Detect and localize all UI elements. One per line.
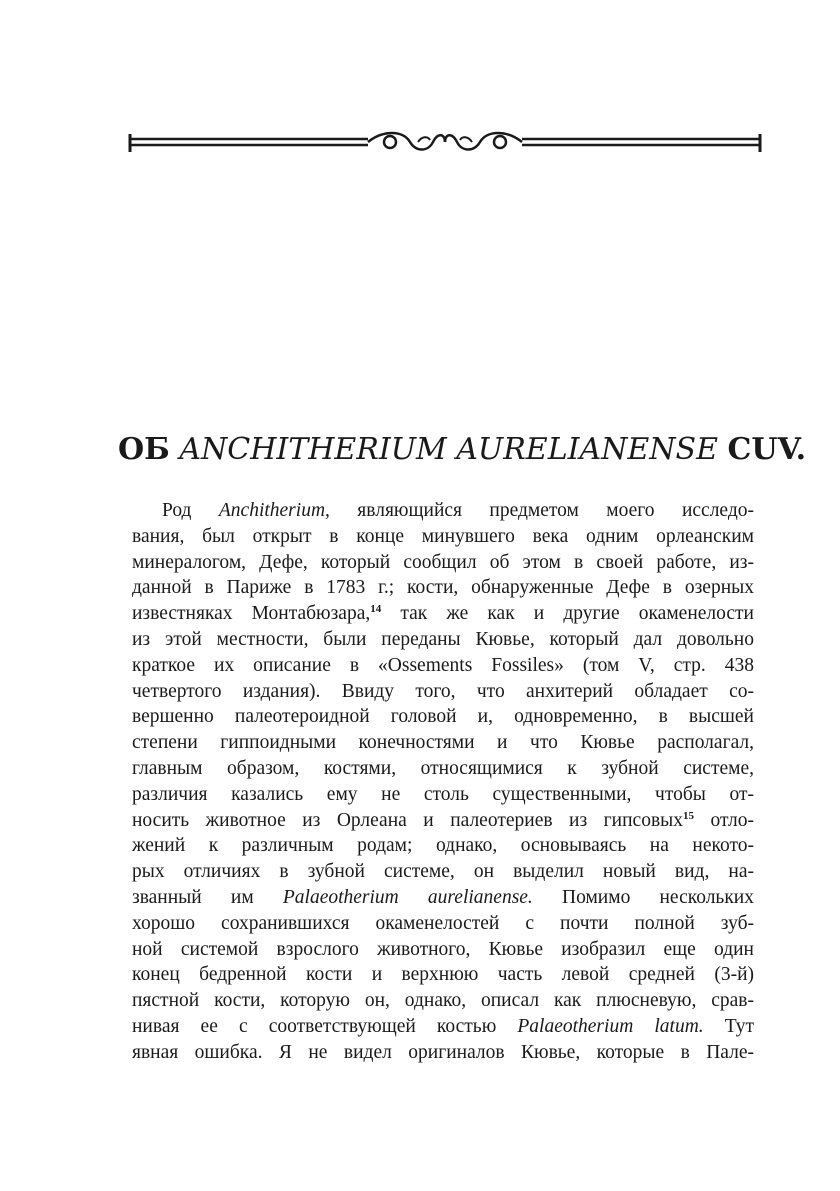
text-run: вания, был открыт в конце минувшего века одним орлеанским bbox=[132, 525, 754, 547]
text-line bbox=[132, 859, 754, 885]
text-line bbox=[132, 885, 754, 911]
text-run: известняках Монтабюзара, bbox=[132, 603, 371, 625]
text-line bbox=[132, 575, 754, 601]
text-run: так же как и другие окаменелости bbox=[381, 603, 754, 625]
text-run: носить животное из Орлеана и палеотериев из гипсовых bbox=[132, 809, 683, 831]
text-run: главным образом, костями, относящимися к зубной системе, bbox=[132, 757, 754, 779]
text-run: данной в Париже в 1783 г.; кости, обнаруженные Дефе в озерных bbox=[132, 577, 754, 599]
text-run: отло- bbox=[694, 809, 754, 831]
text-line bbox=[132, 911, 754, 937]
text-run: краткое их описание в «Ossements Fossiles» (том V, стр. 438 bbox=[132, 654, 754, 676]
text-run: жений к различным родам; однако, основываясь на некото- bbox=[132, 835, 754, 857]
text-line bbox=[132, 988, 754, 1014]
text-line bbox=[132, 679, 754, 705]
text-run: хорошо сохранившихся окаменелостей с почти полной зуб- bbox=[132, 912, 754, 934]
text-run: рых отличиях в зубной системе, он выделил новый вид, на- bbox=[132, 861, 754, 883]
text-run: ной системой взрослого животного, Кювье изобразил еще один bbox=[132, 938, 754, 960]
italic-term: Anchitherium, bbox=[218, 500, 330, 521]
text-run: Тут bbox=[703, 1015, 754, 1037]
text-run: минералогом, Дефе, который сообщил об этом в своей работе, из- bbox=[132, 551, 754, 573]
text-run: вершенно палеотероидной головой и, одновременно, в высшей bbox=[132, 706, 754, 728]
text-line bbox=[132, 756, 754, 782]
article-title bbox=[118, 432, 807, 467]
italic-term: Palaeotherium aurelianense. bbox=[282, 886, 533, 908]
text-run: пястной кости, которую он, однако, описал как плюсневую, срав- bbox=[132, 990, 754, 1012]
text-run: нивая ее с соответствующей костью bbox=[132, 1015, 518, 1037]
italic-term: Palaeotherium latum. bbox=[517, 1015, 704, 1037]
text-line bbox=[132, 808, 754, 834]
text-line bbox=[132, 937, 754, 963]
text-run: конец бедренной кости и верхнюю часть левой средней (3-й) bbox=[132, 964, 754, 986]
text-line bbox=[132, 627, 754, 653]
footnote-ref: 15 bbox=[683, 809, 694, 822]
text-line bbox=[132, 782, 754, 808]
text-line bbox=[132, 730, 754, 756]
title-prefix: ОБ bbox=[118, 432, 170, 467]
text-line bbox=[132, 498, 754, 524]
text-run: четвертого издания). Ввиду того, что анхитерий обладает со- bbox=[132, 680, 754, 702]
text-line bbox=[132, 550, 754, 576]
text-line bbox=[132, 833, 754, 859]
text-line bbox=[132, 653, 754, 679]
title-author: CUV. bbox=[727, 432, 807, 467]
text-run: степени гиппоидными конечностями и что Кювье располагал, bbox=[132, 732, 754, 754]
body-paragraph bbox=[132, 498, 754, 1066]
text-run: явная ошибка. Я не видел оригиналов Кювье, которые в Пале- bbox=[132, 1041, 754, 1063]
text-line bbox=[132, 704, 754, 730]
text-run: званный им bbox=[132, 886, 283, 908]
decorative-header-ornament bbox=[128, 126, 762, 160]
text-run: из этой местности, были переданы Кювье, который дал довольно bbox=[132, 628, 754, 650]
footnote-ref: 14 bbox=[370, 603, 382, 616]
text-line bbox=[132, 524, 754, 550]
title-species: ANCHITHERIUM AURELIANENSE bbox=[179, 432, 718, 467]
text-run: Помимо нескольких bbox=[532, 886, 754, 908]
text-line bbox=[132, 1014, 754, 1040]
text-line bbox=[132, 962, 754, 988]
text-run: различия казались ему не столь существенными, чтобы от- bbox=[132, 783, 754, 805]
text-line bbox=[132, 1040, 754, 1066]
text-line bbox=[132, 601, 754, 627]
text-run: Род bbox=[162, 500, 219, 521]
text-run: являющийся предметом моего исследо- bbox=[329, 500, 754, 521]
